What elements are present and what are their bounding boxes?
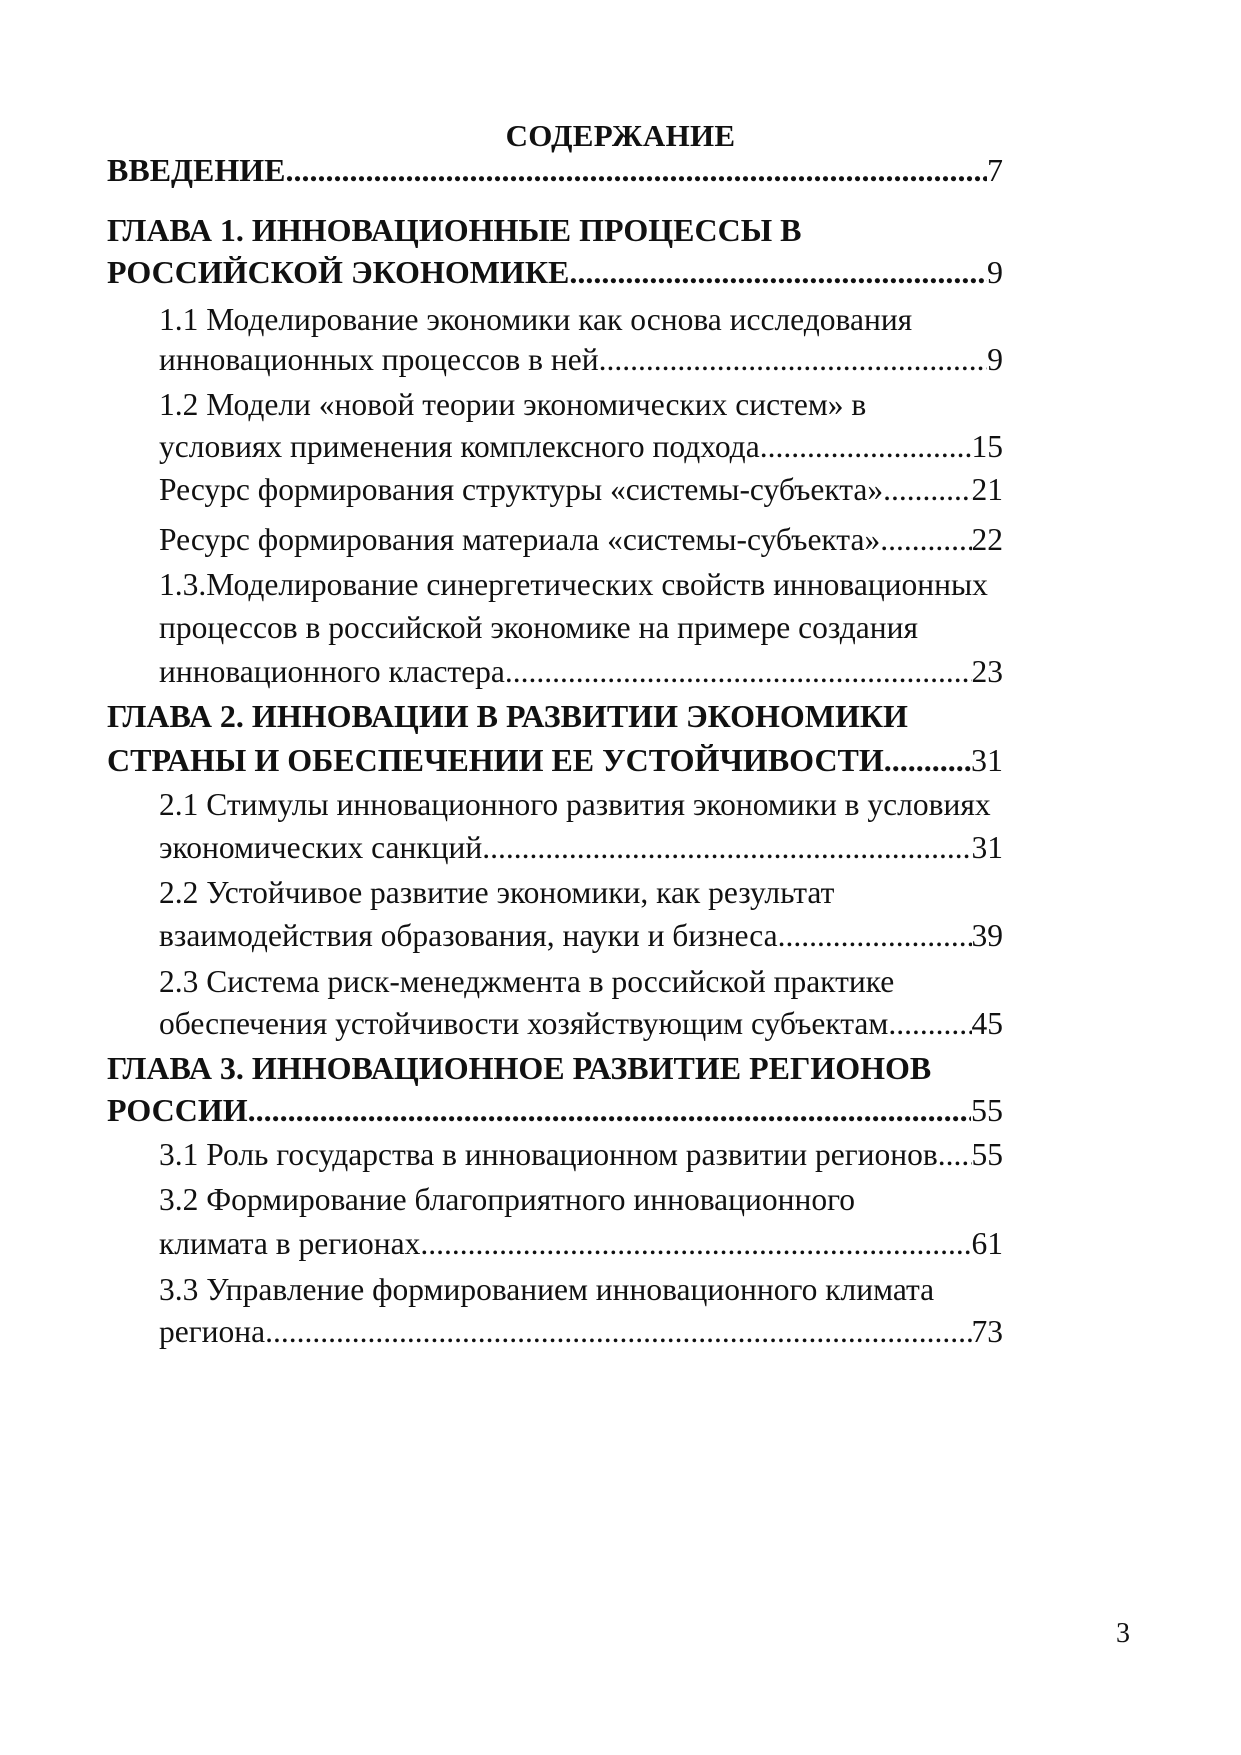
toc-entry-last-line: [159, 338, 1003, 382]
dot-leader: [778, 914, 972, 958]
toc-entry-line: 1.3.Моделирование синергетических свойств инновационных: [159, 567, 988, 602]
toc-entry-last-line: [159, 518, 1003, 562]
toc-page-number: 23: [971, 654, 1003, 689]
dot-leader: [599, 338, 988, 382]
toc-entry-line: 2.2 Устойчивое развитие экономики, как результат: [159, 875, 835, 910]
dot-leader: [505, 650, 972, 694]
toc-entry-last-line: [159, 1133, 1003, 1177]
toc-entry-last-line: [107, 250, 1003, 294]
dot-leader: [482, 826, 971, 870]
toc-page-number: 61: [971, 1226, 1003, 1261]
toc-page-number: 39: [971, 918, 1003, 953]
toc-entry-text: климата в регионах: [159, 1226, 421, 1261]
toc-page-number: 22: [971, 522, 1003, 557]
toc-entry-text: РОССИИ: [107, 1092, 248, 1128]
toc-page-number: 45: [971, 1006, 1003, 1041]
toc-entry-text: Ресурс формирования структуры «системы-субъекта»: [159, 472, 884, 507]
toc-entry-last-line: [159, 650, 1003, 694]
toc-entry-text: инновационных процессов в ней: [159, 342, 599, 377]
toc-entry-text: ВВЕДЕНИЕ: [107, 152, 286, 188]
toc-entry-line: 1.1 Моделирование экономики как основа исследования: [159, 302, 913, 337]
toc-entry-text: условиях применения комплексного подхода: [159, 429, 760, 464]
toc-entry-text: экономических санкций: [159, 830, 483, 865]
dot-leader: [883, 468, 971, 512]
toc-entry-last-line: [159, 826, 1003, 870]
toc-entry-last-line: [159, 468, 1003, 512]
dot-leader: [760, 425, 972, 469]
toc-entry-text: обеспечения устойчивости хозяйствующим субъектам: [159, 1006, 889, 1041]
toc-entry-last-line: [107, 148, 1003, 192]
toc-page-number: 15: [971, 429, 1003, 464]
dot-leader: [286, 148, 987, 192]
toc-entry-last-line: [159, 1222, 1003, 1266]
dot-leader: [880, 518, 971, 562]
toc-entry-line: 2.3 Система риск-менеджмента в российской практике: [159, 964, 895, 999]
toc-entry-text: взаимодействия образования, науки и бизнеса: [159, 918, 778, 953]
toc-entry-line: ГЛАВА 1. ИННОВАЦИОННЫЕ ПРОЦЕССЫ В: [107, 212, 802, 248]
toc-entry-text: инновационного кластера: [159, 654, 505, 689]
toc-entry-line: процессов в российской экономике на примере создания: [159, 610, 918, 645]
toc-page-number: 7: [987, 152, 1003, 188]
toc-entry-text: региона: [159, 1314, 266, 1349]
toc-page-number: 55: [971, 1092, 1003, 1128]
toc-page-number: 9: [987, 342, 1003, 377]
toc-entry-last-line: [159, 1310, 1003, 1354]
toc-entry-last-line: [159, 1002, 1003, 1046]
dot-leader: [420, 1222, 971, 1266]
page-number: 3: [1116, 1618, 1130, 1649]
toc-entry-text: Ресурс формирования материала «системы-субъекта»: [159, 522, 881, 557]
toc-entry-line: ГЛАВА 3. ИННОВАЦИОННОЕ РАЗВИТИЕ РЕГИОНОВ: [107, 1050, 932, 1086]
toc-entry-line: 1.2 Модели «новой теории экономических систем» в: [159, 387, 867, 422]
toc-entry-line: 2.1 Стимулы инновационного развития экономики в условиях: [159, 787, 991, 822]
dot-leader: [884, 738, 971, 782]
dot-leader: [265, 1310, 971, 1354]
toc-entry-last-line: [107, 1088, 1003, 1132]
toc-entry-last-line: [107, 738, 1003, 782]
toc-entry-last-line: [159, 425, 1003, 469]
toc-entry-text: РОССИЙСКОЙ ЭКОНОМИКЕ: [107, 254, 570, 290]
dot-leader: [569, 250, 987, 294]
toc-page-number: 55: [971, 1137, 1003, 1172]
toc-title: СОДЕРЖАНИЕ: [505, 118, 736, 153]
dot-leader: [938, 1133, 972, 1177]
toc-page-number: 31: [971, 742, 1003, 778]
toc-entry-text: СТРАНЫ И ОБЕСПЕЧЕНИИ ЕЕ УСТОЙЧИВОСТИ: [107, 742, 884, 778]
dot-leader: [888, 1002, 971, 1046]
toc-page-number: 9: [987, 254, 1003, 290]
toc-page-number: 73: [971, 1314, 1003, 1349]
toc-entry-line: 3.2 Формирование благоприятного инновационного: [159, 1182, 855, 1217]
dot-leader: [248, 1088, 971, 1132]
toc-entry-last-line: [159, 914, 1003, 958]
toc-entry-line: ГЛАВА 2. ИННОВАЦИИ В РАЗВИТИИ ЭКОНОМИКИ: [107, 698, 908, 734]
toc-entry-line: 3.3 Управление формированием инновационного климата: [159, 1272, 935, 1307]
toc-entry-text: 3.1 Роль государства в инновационном развитии регионов: [159, 1137, 938, 1172]
toc-page-number: 31: [971, 830, 1003, 865]
toc-page-number: 21: [971, 472, 1003, 507]
